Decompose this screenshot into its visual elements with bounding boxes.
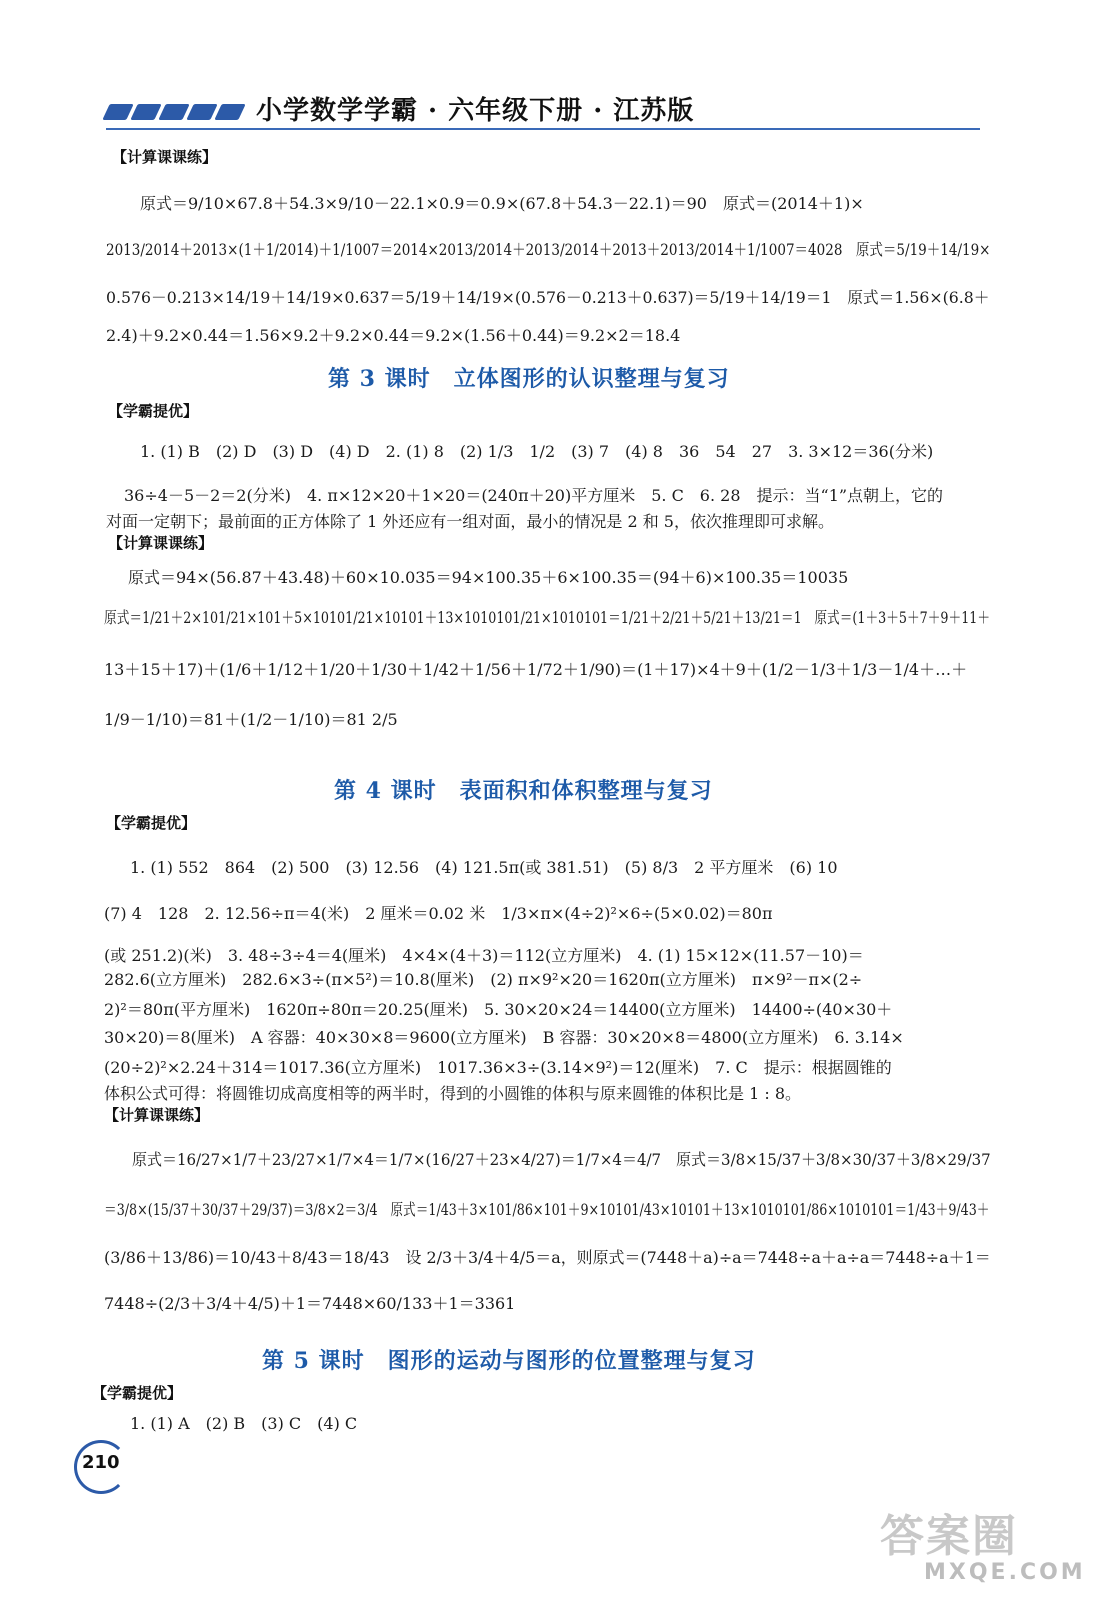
text-line: 原式＝1/21＋2×101/21×101＋5×10101/21×10101＋13×1010101/21×1010101＝1/21＋2/21＋5/21＋13/21＝1 原式＝(1＋3＋5＋7＋9＋11＋: [104, 608, 991, 627]
text-line: 对面一定朝下；最前面的正方体除了 1 外还应有一组对面，最小的情况是 2 和 5，依次推理即可求解。: [106, 512, 834, 531]
watermark-logo: [880, 1500, 1090, 1595]
text-line: 13＋15＋17)＋(1/6＋1/12＋1/20＋1/30＋1/42＋1/56＋1/72＋1/90)＝(1＋17)×4＋9＋(1/2－1/3＋1/3－1/4＋…＋: [104, 660, 968, 679]
text-line: 原式＝9/10×67.8＋54.3×9/10－22.1×0.9＝0.9×(67.8＋54.3－22.1)＝90 原式＝(2014＋1)×: [140, 194, 864, 213]
section-tag: 【计算课课练】: [108, 534, 214, 552]
text-line: (或 251.2)(米) 3. 48÷3÷4＝4(厘米) 4×4×(4＋3)＝112(立方厘米) 4. (1) 15×12×(11.57－10)＝: [104, 946, 864, 965]
text-line: 30×20)＝8(厘米) A 容器：40×30×8＝9600(立方厘米) B 容器：30×20×8＝4800(立方厘米) 6. 3.14×: [104, 1028, 904, 1047]
section-tag: 【学霸提优】: [92, 1384, 183, 1402]
watermark-url: MXQE.COM: [924, 1560, 1086, 1585]
text-line: 2.4)＋9.2×0.44＝1.56×9.2＋9.2×0.44＝9.2×(1.56＋0.44)＝9.2×2＝18.4: [106, 326, 681, 345]
watermark-text: 答案圈: [880, 1511, 1018, 1562]
section-tag: 【学霸提优】: [106, 814, 197, 832]
lesson-heading: 第 4 课时 表面积和体积整理与复习: [334, 778, 713, 804]
lesson-heading: 第 5 课时 图形的运动与图形的位置整理与复习: [262, 1348, 756, 1374]
text-line: 2)²＝80π(平方厘米) 1620π÷80π＝20.25(厘米) 5. 30×20×24＝14400(立方厘米) 14400÷(40×30＋: [104, 1000, 893, 1019]
text-line: 1/9－1/10)＝81＋(1/2－1/10)＝81 2/5: [104, 710, 398, 729]
text-line: 2013/2014＋2013×(1＋1/2014)＋1/1007＝2014×2013/2014＋2013/2014＋2013＋2013/2014＋1/1007＝4028 原式＝5/19＋14/19×: [106, 240, 991, 259]
text-line: 0.576－0.213×14/19＋14/19×0.637＝5/19＋14/19×(0.576－0.213＋0.637)＝5/19＋14/19＝1 原式＝1.56×(6.8＋: [106, 288, 990, 307]
text-line: ＝3/8×(15/37＋30/37＋29/37)＝3/8×2＝3/4 原式＝1/43＋3×101/86×101＋9×10101/43×10101＋13×1010101/86×1010101＝1/43＋9/43＋: [104, 1200, 990, 1219]
text-line: 体积公式可得：将圆锥切成高度相等的两半时，得到的小圆锥的体积与原来圆锥的体积比是 1 : 8。: [104, 1084, 802, 1103]
lesson-heading: 第 3 课时 立体图形的认识整理与复习: [328, 366, 730, 392]
page-header: [106, 86, 980, 134]
text-line: 原式＝16/27×1/7＋23/27×1/7×4＝1/7×(16/27＋23×4/27)＝1/7×4＝4/7 原式＝3/8×15/37＋3/8×30/37＋3/8×29/37: [132, 1150, 991, 1169]
text-line: 1. (1) A (2) B (3) C (4) C: [130, 1414, 358, 1433]
text-line: (20÷2)²×2.24＋314＝1017.36(立方厘米) 1017.36×3÷(3.14×9²)＝12(厘米) 7. C 提示：根据圆锥的: [104, 1058, 892, 1077]
section-tag: 【学霸提优】: [108, 402, 199, 420]
text-line: 36÷4－5－2＝2(分米) 4. π×12×20＋1×20＝(240π＋20)平方厘米 5. C 6. 28 提示：当“1”点朝上，它的: [124, 486, 944, 505]
text-line: 282.6(立方厘米) 282.6×3÷(π×5²)＝10.8(厘米) (2) π×9²×20＝1620π(立方厘米) π×9²－π×(2÷: [104, 970, 863, 989]
page-number-badge: [70, 1436, 130, 1496]
text-line: 1. (1) B (2) D (3) D (4) D 2. (1) 8 (2) 1/3 1/2 (3) 7 (4) 8 36 54 27 3. 3×12＝36(分米): [140, 442, 934, 461]
page-number: 210: [82, 1452, 120, 1473]
header-rule: [106, 128, 980, 130]
text-line: (7) 4 128 2. 12.56÷π＝4(米) 2 厘米＝0.02 米 1/3×π×(4÷2)²×6÷(5×0.02)＝80π: [104, 904, 773, 923]
text-line: (3/86＋13/86)＝10/43＋8/43＝18/43 设 2/3＋3/4＋4/5＝a，则原式＝(7448＋a)÷a＝7448÷a＋a÷a＝7448÷a＋1＝: [104, 1248, 991, 1267]
text-line: 原式＝94×(56.87＋43.48)＋60×10.035＝94×100.35＋6×100.35＝(94＋6)×100.35＝10035: [128, 568, 849, 587]
text-line: 1. (1) 552 864 (2) 500 (3) 12.56 (4) 121.5π(或 381.51) (5) 8/3 2 平方厘米 (6) 10: [130, 858, 838, 877]
book-title: 小学数学学霸 · 六年级下册 · 江苏版: [256, 96, 695, 126]
section-tag: 【计算课课练】: [104, 1106, 210, 1124]
section-tag: 【计算课课练】: [112, 148, 218, 166]
text-line: 7448÷(2/3＋3/4＋4/5)＋1＝7448×60/133＋1＝3361: [104, 1294, 516, 1313]
header-decoration: [106, 104, 242, 120]
